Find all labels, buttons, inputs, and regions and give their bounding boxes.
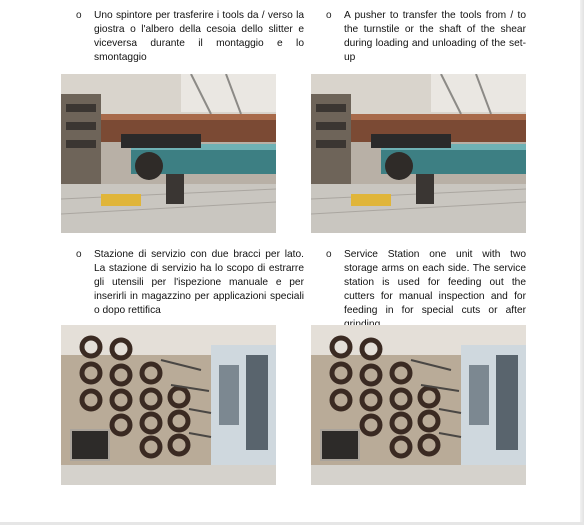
slitter-machine-image [311,74,526,233]
section1-text-italian: Uno spintore per trasferire i tools da / verso la giostra o l'albero della cesoia dello slitter e viceversa durante il montaggio e lo smontaggio [94,10,304,63]
bullet-marker: o [76,10,82,21]
section1-text-english: A pusher to transfer the tools from / to the turnstile or the shaft of the shear during loading and unloading of the set-up [344,10,526,63]
slitter-machine-photo-right [311,74,526,233]
service-station-image [311,325,526,485]
bullet-marker: o [326,10,332,21]
service-station-photo-right [311,325,526,485]
service-station-photo-left [61,325,276,485]
bullet-marker: o [76,249,82,260]
slitter-machine-photo-left [61,74,276,233]
page-edge-shadow [580,0,584,525]
section2-text-english: Service Station one unit with two storage arms on each side. The service station is used for feeding out the cutters for manual inspection and for feeding in for special cuts or after [344,249,526,316]
section2-text-italian: Stazione di servizio con due bracci per lato. La stazione di servizio ha lo scopo di estrarre gli utensili per l'ispezione manuale e per inserirli in magazzino per applicazioni speciali o dopo rettifica [94,249,304,316]
slitter-machine-image [61,74,276,233]
bullet-marker: o [326,249,332,260]
service-station-image [61,325,276,485]
